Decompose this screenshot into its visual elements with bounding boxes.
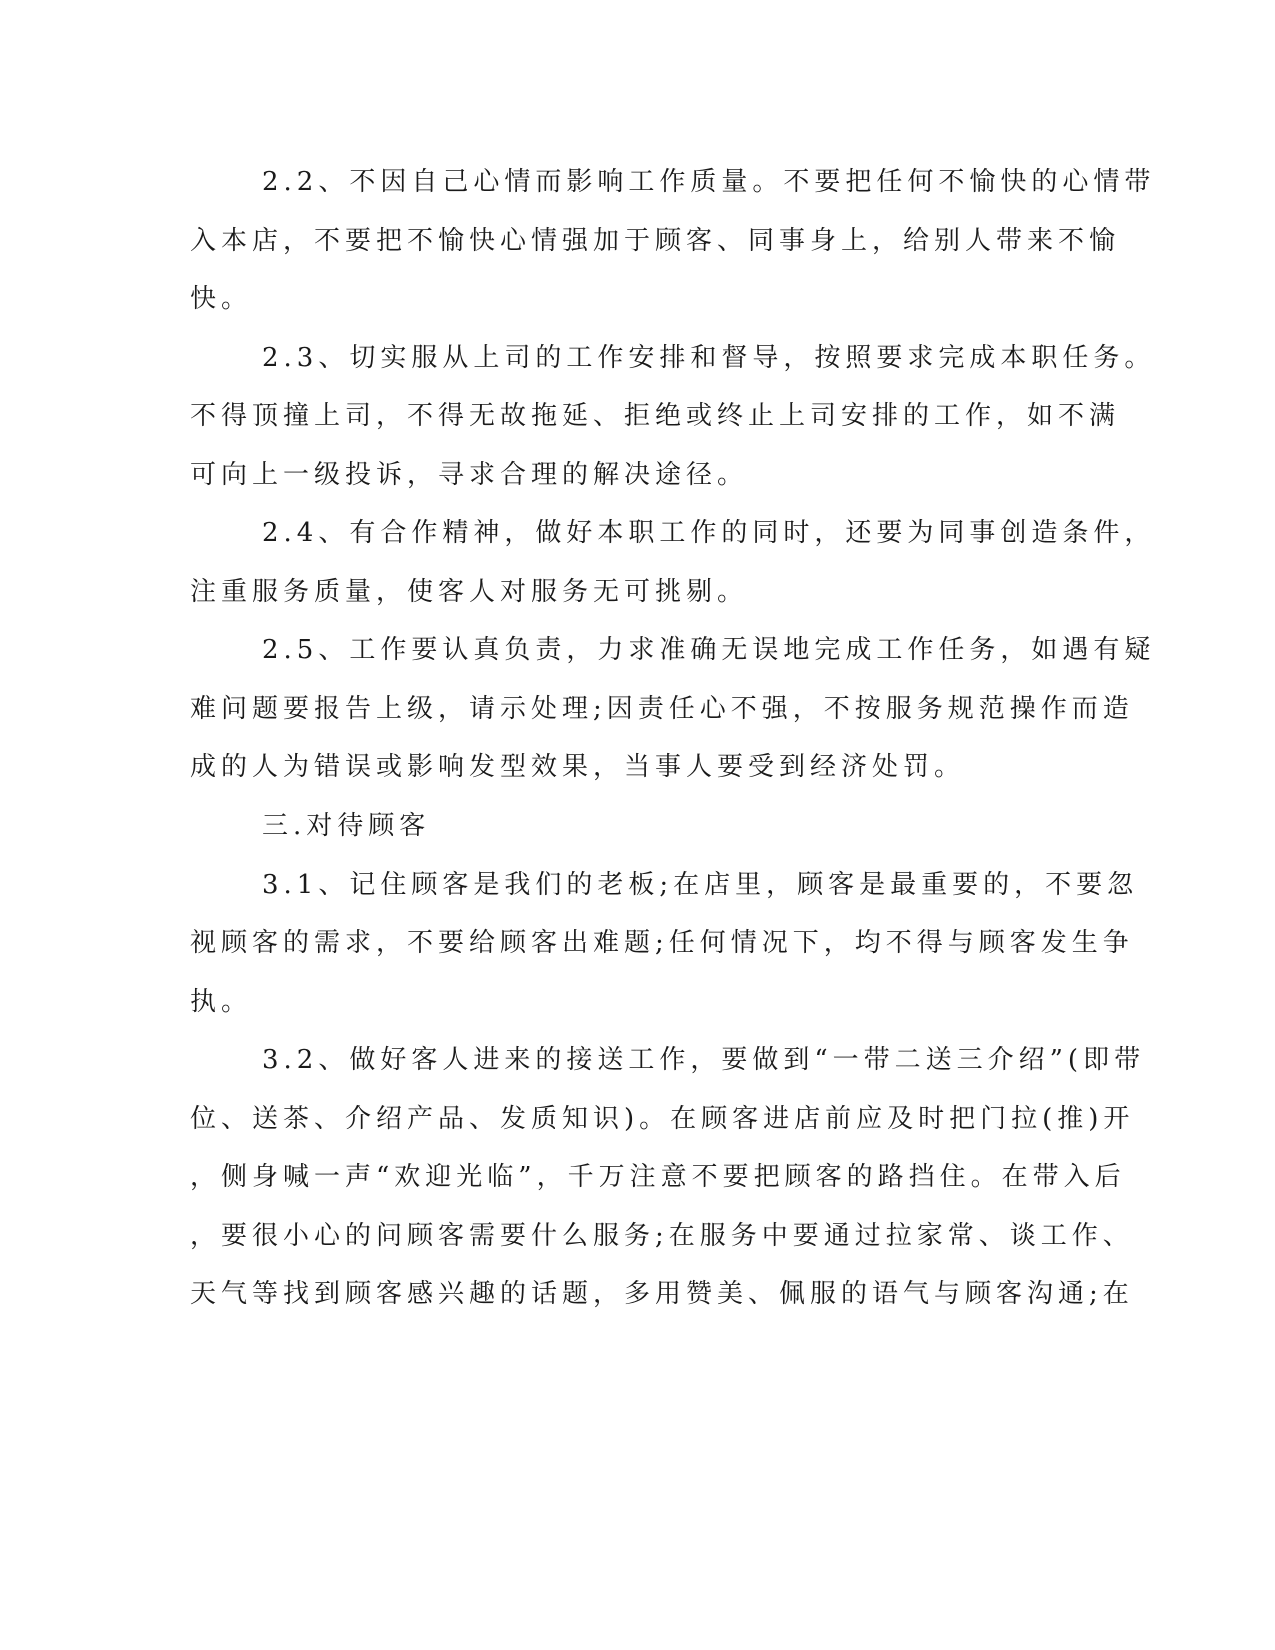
text-line: 成的人为错误或影响发型效果，当事人要受到经济处罚。 (190, 752, 966, 782)
text-line: 快。 (190, 284, 253, 314)
text-line: 2.2、不因自己心情而影响工作质量。不要把任何不愉快的心情带 (262, 167, 1156, 197)
text-line: 难问题要报告上级，请示处理;因责任心不强，不按服务规范操作而造 (190, 694, 1134, 724)
text-line: 位、送茶、介绍产品、发质知识)。在顾客进店前应及时把门拉(推)开 (190, 1104, 1135, 1134)
text-line: 入本店，不要把不愉快心情强加于顾客、同事身上，给别人带来不愉 (190, 226, 1121, 256)
section-heading: 三.对待顾客 (262, 811, 431, 841)
text-line: 2.4、有合作精神，做好本职工作的同时，还要为同事创造条件， (262, 518, 1156, 548)
text-line: 不得顶撞上司，不得无故拖延、拒绝或终止上司安排的工作，如不满 (190, 401, 1121, 431)
text-line: 可向上一级投诉，寻求合理的解决途径。 (190, 460, 749, 490)
text-line: 注重服务质量，使客人对服务无可挑剔。 (190, 577, 749, 607)
text-line: 3.2、做好客人进来的接送工作，要做到“一带二送三介绍”(即带 (262, 1045, 1146, 1075)
text-line: 执。 (190, 987, 253, 1017)
text-line: 2.3、切实服从上司的工作安排和督导，按照要求完成本职任务。 (262, 343, 1156, 373)
text-line: 视顾客的需求，不要给顾客出难题;任何情况下，均不得与顾客发生争 (190, 928, 1134, 958)
text-line: 天气等找到顾客感兴趣的话题，多用赞美、佩服的语气与顾客沟通;在 (190, 1279, 1134, 1309)
text-line: 3.1、记住顾客是我们的老板;在店里，顾客是最重要的，不要忽 (262, 870, 1139, 900)
text-line: ，要很小心的问顾客需要什么服务;在服务中要通过拉家常、谈工作、 (190, 1221, 1134, 1251)
text-line: 2.5、工作要认真负责，力求准确无误地完成工作任务，如遇有疑 (262, 635, 1156, 665)
text-line: ，侧身喊一声“欢迎光临”，千万注意不要把顾客的路挡住。在带入后 (190, 1162, 1126, 1192)
